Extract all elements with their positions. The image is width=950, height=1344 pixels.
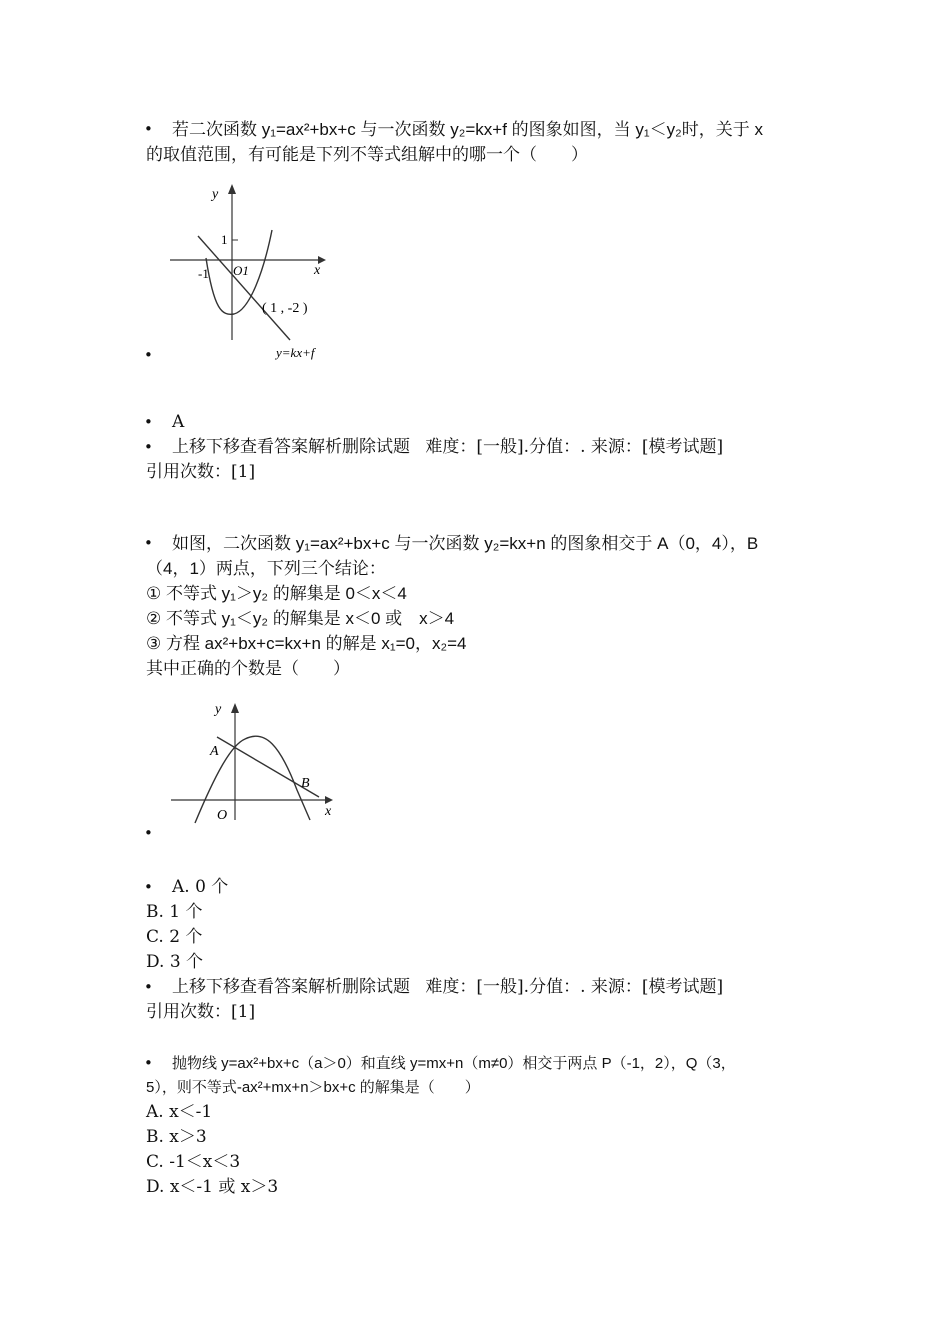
q2-origin-label: O [217, 808, 228, 823]
q2-x-label: x [325, 804, 332, 819]
q1-tick-1-label: 1 [221, 232, 228, 247]
q1-figure [160, 180, 340, 365]
q2-option-a[interactable]: • A. 0 个 [146, 875, 820, 900]
q1-cite: 引用次数：[1] [146, 462, 256, 482]
q2-stem-line1: • 如图，二次函数 y₁=ax²+bx+c 与一次函数 y₂=kx+n 的图象相交于 A（0，4），B [146, 531, 820, 556]
q2-figure [165, 695, 345, 825]
q1-toolbar-row [146, 435, 820, 460]
q2-ask: 其中正确的个数是（ ） [146, 659, 350, 678]
q3-stem-line1: • 抛物线 y=ax²+bx+c（a＞0）和直线 y=mx+n（m≠0）相交于两点 P（-1，2），Q（3， [146, 1051, 820, 1076]
q3-stem-line2: 5），则不等式-ax²+mx+n＞bx+c 的解集是（ ） [146, 1079, 480, 1096]
arrow-icon [325, 796, 333, 804]
q2-conclusion-3: ③ 方程 ax²+bx+c=kx+n 的解是 x₁=0，x₂=4 [146, 634, 467, 653]
q1-meta: 难度：[一般].分值：. 来源：[模考试题] [425, 437, 724, 457]
q1-tick-neg1-label: -1 [198, 266, 209, 281]
q2-toolbar-row [146, 975, 820, 1000]
q3-option-d[interactable]: D. x＜-1 或 x＞3 [146, 1177, 279, 1197]
q1-y-label: y [212, 187, 219, 202]
q3-option-c[interactable]: C. -1＜x＜3 [146, 1152, 241, 1172]
q2-cite: 引用次数：[1] [146, 1002, 256, 1022]
q2-stem-line2: （4，1）两点，下列三个结论： [146, 559, 386, 578]
q2-y-label: y [215, 702, 222, 717]
q1-stem-line2: 的取值范围，有可能是下列不等式组解中的哪一个（ ） [146, 145, 588, 164]
q2-conclusion-1: ① 不等式 y₁＞y₂ 的解集是 0＜x＜4 [146, 584, 407, 603]
q2-option-d[interactable]: D. 3 个 [146, 952, 204, 972]
q3-option-b[interactable]: B. x＞3 [146, 1127, 207, 1147]
q1-toolbar-actions[interactable]: 上移下移查看答案解析删除试题 [172, 437, 410, 457]
arrow-icon [231, 703, 239, 713]
q1-x-label: x [314, 263, 321, 278]
q1-answer: • A [146, 410, 820, 435]
q2-conclusion-2: ② 不等式 y₁＜y₂ 的解集是 x＜0 或 x＞4 [146, 609, 455, 628]
arrow-icon [228, 184, 236, 194]
q2-option-b[interactable]: B. 1 个 [146, 902, 203, 922]
q1-point-label: ( 1 , -2 ) [262, 301, 308, 316]
q2-point-a-label: A [210, 744, 219, 759]
q3-option-a[interactable]: A. x＜-1 [146, 1102, 213, 1122]
q2-point-b-label: B [301, 776, 310, 791]
q2-toolbar-actions[interactable]: 上移下移查看答案解析删除试题 [172, 977, 410, 997]
q1-line-label: y=kx+f [276, 345, 315, 360]
q2-meta: 难度：[一般].分值：. 来源：[模考试题] [425, 977, 724, 997]
q1-stem-line1: • 若二次函数 y₁=ax²+bx+c 与一次函数 y₂=kx+f 的图象如图，当 y₁＜y₂时，关于 x [146, 117, 820, 142]
q1-origin-label: O1 [233, 263, 249, 278]
q2-option-c[interactable]: C. 2 个 [146, 927, 203, 947]
